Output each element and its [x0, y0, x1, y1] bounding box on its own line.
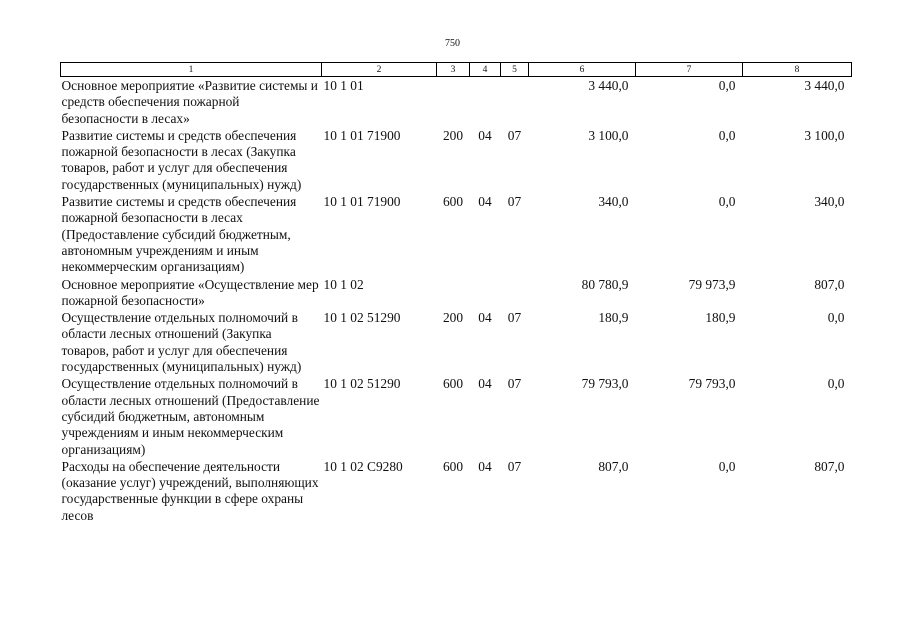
column-header-8: 8: [743, 63, 852, 77]
row-name: Осуществление отдельных полномочий в области лесных отношений (Закупка товаров, работ и услуг для обеспечения государственных (муниципальных) нужд): [61, 310, 302, 375]
column-header-2: 2: [322, 63, 437, 77]
row-name: Расходы на обеспечение деятельности (оказание услуг) учреждений, выполняющих государственные функции в сфере охраны лесов: [61, 458, 319, 523]
row-name: Основное мероприятие «Развитие системы и средств обеспечения пожарной безопасности в лесах»: [61, 78, 318, 126]
row-rz: 04: [478, 194, 492, 210]
row-vr: 600: [442, 458, 464, 474]
row-pr: [501, 276, 529, 310]
row-sum-reg: 807,0: [814, 276, 845, 292]
row-sum-fed: 79 793,0: [688, 376, 736, 392]
row-sum-reg: 3 100,0: [804, 127, 845, 143]
table-row: [61, 77, 852, 127]
row-sum-fed: 79 973,9: [688, 276, 736, 292]
row-pr: [501, 77, 529, 127]
row-pr: 07: [507, 127, 522, 143]
row-rz: 04: [478, 127, 492, 143]
row-code: 10 1 01 71900: [323, 127, 401, 143]
row-sum-total: 807,0: [598, 458, 629, 474]
row-sum-fed: 0,0: [718, 127, 736, 143]
row-sum-total: 80 780,9: [581, 276, 629, 292]
row-sum-reg: 0,0: [827, 376, 845, 392]
row-sum-fed: 0,0: [718, 458, 736, 474]
table-row: [61, 127, 852, 193]
row-sum-reg: 340,0: [814, 194, 845, 210]
row-rz: 04: [478, 376, 492, 392]
row-code: 10 1 02 С9280: [323, 458, 403, 474]
row-code: 10 1 01 71900: [323, 194, 401, 210]
row-pr: 07: [507, 194, 522, 210]
row-name: Развитие системы и средств обеспечения пожарной безопасности в лесах (Закупка товаров, работ и услуг для обеспечения государственных (муниципальных) нужд): [61, 127, 302, 192]
column-header-6: 6: [529, 63, 636, 77]
column-header-5: 5: [501, 63, 529, 77]
column-header-7: 7: [636, 63, 743, 77]
page-number: 750: [445, 38, 460, 49]
row-sum-fed: 0,0: [718, 78, 736, 93]
row-rz: 04: [478, 458, 492, 474]
table-header-row: [61, 63, 852, 77]
row-name: Развитие системы и средств обеспечения пожарной безопасности в лесах (Предоставление субсидий бюджетным, автономным учреждениям и иным некоммерческим организациям): [61, 194, 297, 275]
row-vr: [437, 77, 470, 127]
row-name: Осуществление отдельных полномочий в области лесных отношений (Предоставление субсидий бюджетным, автономным учреждениям и иным некоммерческим организациям): [61, 376, 320, 457]
column-header-1: 1: [61, 63, 322, 77]
row-vr: 600: [442, 376, 464, 392]
table-row: [61, 309, 852, 375]
row-code: 10 1 02 51290: [323, 310, 401, 326]
row-name: Основное мероприятие «Осуществление мер пожарной безопасности»: [61, 276, 319, 308]
row-pr: 07: [507, 458, 522, 474]
row-sum-fed: 180,9: [705, 310, 736, 326]
row-pr: 07: [507, 310, 522, 326]
table-row: [61, 375, 852, 457]
row-sum-reg: 807,0: [814, 458, 845, 474]
table-row: [61, 458, 852, 524]
row-pr: 07: [507, 376, 522, 392]
row-sum-reg: 3 440,0: [804, 78, 845, 93]
row-sum-total: 3 100,0: [588, 127, 629, 143]
row-sum-reg: 0,0: [827, 310, 845, 326]
row-code: 10 1 02: [323, 276, 364, 292]
table-row: [61, 276, 852, 310]
row-rz: 04: [478, 310, 492, 326]
row-vr: 200: [442, 310, 464, 326]
column-header-4: 4: [470, 63, 501, 77]
row-sum-total: 79 793,0: [581, 376, 629, 392]
row-sum-total: 180,9: [598, 310, 629, 326]
row-vr: 600: [442, 194, 464, 210]
row-sum-total: 340,0: [598, 194, 629, 210]
table-row: [61, 193, 852, 275]
row-vr: [437, 276, 470, 310]
row-rz: [470, 77, 501, 127]
row-code: 10 1 01: [323, 78, 364, 93]
row-rz: [470, 276, 501, 310]
row-code: 10 1 02 51290: [323, 376, 401, 392]
row-vr: 200: [442, 127, 464, 143]
row-sum-total: 3 440,0: [588, 78, 629, 93]
column-header-3: 3: [437, 63, 470, 77]
row-sum-fed: 0,0: [718, 194, 736, 210]
budget-table: [60, 62, 852, 524]
